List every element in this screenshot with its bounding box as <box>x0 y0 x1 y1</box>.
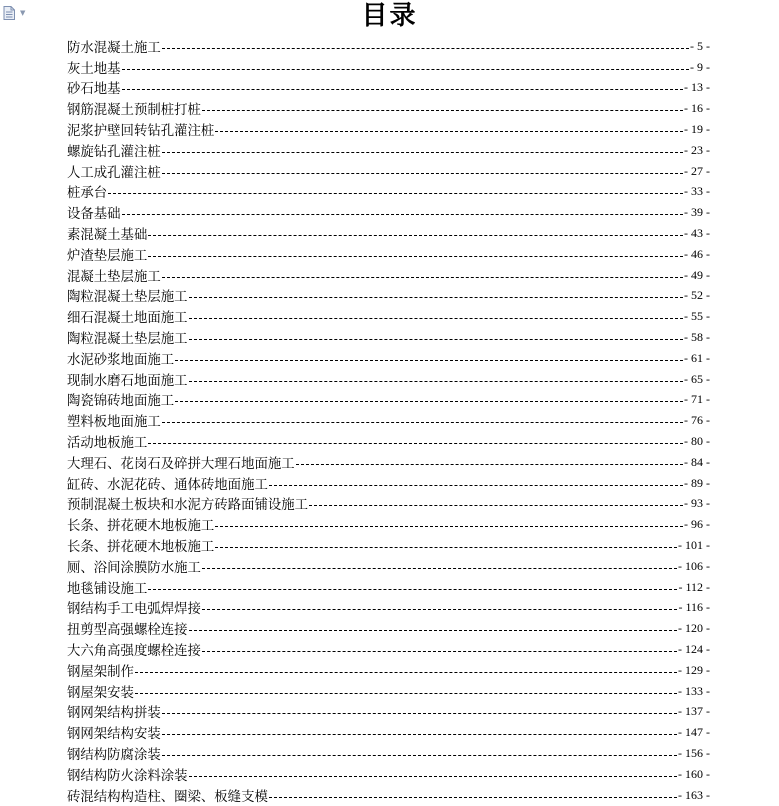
toc-leader-dots <box>269 485 683 486</box>
toc-leader-dots <box>202 609 678 610</box>
toc-entry[interactable] <box>67 369 710 390</box>
toc-leader-dots <box>148 443 683 444</box>
toc-entry[interactable] <box>67 494 710 515</box>
toc-entry-label[interactable]: 缸砖、水泥花砖、通体砖地面施工 <box>67 477 268 493</box>
toc-leader-dots <box>189 339 683 340</box>
toc-entry-page-number[interactable]: - 112 - <box>678 579 710 594</box>
toc-leader-dots <box>215 131 683 132</box>
toc-leader-dots <box>202 568 677 569</box>
toc-entry[interactable] <box>67 410 710 431</box>
toc-entry[interactable] <box>67 119 710 140</box>
toc-entry-label[interactable]: 陶粒混凝土垫层施工 <box>67 290 188 306</box>
toc-entry[interactable] <box>67 57 710 78</box>
toc-entry-label[interactable]: 桩承台 <box>67 186 108 202</box>
toc-entry-page-number[interactable]: - 19 - <box>684 122 710 137</box>
toc-leader-dots <box>202 651 677 652</box>
toc-leader-dots <box>135 672 677 673</box>
toc-leader-dots <box>215 547 677 548</box>
toc-entry-label[interactable]: 预制混凝土板块和水泥方砖路面铺设施工 <box>67 498 309 514</box>
toc-entry-page-number[interactable]: - 55 - <box>684 309 710 324</box>
toc-entry[interactable] <box>67 514 710 535</box>
toc-entry-page-number[interactable]: - 49 - <box>684 267 710 282</box>
toc-entry[interactable] <box>67 660 710 681</box>
toc-entry-label[interactable]: 防水混凝土施工 <box>67 40 161 56</box>
toc-entry-label[interactable]: 塑料板地面施工 <box>67 415 161 431</box>
toc-entry[interactable] <box>67 223 710 244</box>
toc-entry-label[interactable]: 大六角高强度螺栓连接 <box>67 644 201 659</box>
toc-entry[interactable] <box>67 286 710 307</box>
toc-entry[interactable] <box>67 161 710 182</box>
toc-list <box>67 36 710 805</box>
toc-entry[interactable] <box>67 244 710 265</box>
toc-entry-page-number[interactable]: - 106 - <box>678 558 710 573</box>
toc-entry-label[interactable]: 钢屋架制作 <box>67 664 134 680</box>
toc-leader-dots <box>135 693 677 694</box>
toc-entry-label[interactable]: 钢屋架安装 <box>67 685 134 701</box>
toc-entry-page-number[interactable]: - 65 - <box>684 371 710 386</box>
toc-entry[interactable] <box>67 785 710 806</box>
toc-entry-page-number[interactable]: - 71 - <box>684 392 710 407</box>
toc-entry-page-number[interactable]: - 5 - <box>690 38 710 53</box>
toc-leader-dots <box>162 422 683 423</box>
toc-entry[interactable] <box>67 78 710 99</box>
toc-entry-page-number[interactable]: - 13 - <box>684 80 710 95</box>
toc-entry-label[interactable]: 长条、拼花硬木地板施工 <box>67 540 215 556</box>
toc-entry-page-number[interactable]: - 160 - <box>678 766 710 781</box>
toc-entry[interactable] <box>67 202 710 223</box>
toc-leader-dots <box>162 277 683 278</box>
toc-entry[interactable] <box>67 764 710 785</box>
toc-entry-page-number[interactable]: - 163 - <box>678 787 710 802</box>
toc-entry-page-number[interactable]: - 16 - <box>684 101 710 116</box>
toc-entry-page-number[interactable]: - 137 - <box>678 704 710 719</box>
toc-entry[interactable] <box>67 265 710 286</box>
toc-leader-dots <box>148 589 677 590</box>
toc-entry-label[interactable]: 钢结构防火涂料涂装 <box>67 768 188 784</box>
toc-entry-page-number[interactable]: - 124 - <box>678 642 710 656</box>
toc-entry[interactable] <box>67 306 710 327</box>
toc-entry[interactable] <box>67 743 710 764</box>
toc-entry-label[interactable]: 螺旋钻孔灌注桩 <box>67 144 161 160</box>
toc-entry-page-number[interactable]: - 61 - <box>684 350 710 365</box>
toc-entry[interactable] <box>67 327 710 348</box>
toc-entry-page-number[interactable]: - 96 - <box>684 517 710 532</box>
toc-entry-label[interactable]: 钢结构手工电弧焊焊接 <box>67 602 201 618</box>
toc-leader-dots <box>189 776 677 777</box>
toc-entry-page-number[interactable]: - 129 - <box>678 662 710 677</box>
toc-entry-page-number[interactable]: - 93 - <box>684 496 710 511</box>
toc-leader-dots <box>148 256 683 257</box>
dropdown-arrow-icon[interactable]: ▼ <box>20 9 26 17</box>
toc-entry-page-number[interactable]: - 23 - <box>684 142 710 157</box>
toc-entry-label[interactable]: 钢结构防腐涂装 <box>67 747 161 763</box>
toc-entry-label[interactable]: 扭剪型高强螺栓连接 <box>67 623 188 639</box>
toc-leader-dots <box>108 193 683 194</box>
toc-entry[interactable] <box>67 556 710 577</box>
toc-leader-dots <box>162 152 683 153</box>
toc-entry-label[interactable]: 灰土地基 <box>67 61 121 77</box>
toc-entry-label[interactable]: 泥浆护壁回转钻孔灌注桩 <box>67 124 215 140</box>
toc-entry[interactable] <box>67 140 710 161</box>
toc-leader-dots <box>175 401 683 402</box>
toc-entry-label[interactable]: 水泥砂浆地面施工 <box>67 352 175 368</box>
toc-entry[interactable] <box>67 348 710 369</box>
toc-entry[interactable] <box>67 722 710 743</box>
toc-entry[interactable] <box>67 639 710 660</box>
toc-entry-label[interactable]: 砖混结构构造柱、圈梁、板缝支模 <box>67 789 268 805</box>
toc-leader-dots <box>202 110 683 111</box>
toc-entry[interactable] <box>67 431 710 452</box>
toc-entry-page-number[interactable]: - 101 - <box>678 538 710 553</box>
toc-entry-label[interactable]: 长条、拼花硬木地板施工 <box>67 519 215 535</box>
toc-entry-label[interactable]: 钢筋混凝土预制桩打桩 <box>67 103 201 119</box>
toc-entry-page-number[interactable]: - 84 - <box>684 454 710 469</box>
toc-leader-dots <box>122 214 683 215</box>
toc-entry-label[interactable]: 素混凝土基础 <box>67 228 148 244</box>
toc-entry[interactable] <box>67 36 710 57</box>
toc-leader-dots <box>189 630 677 631</box>
toc-entry-page-number[interactable]: - 147 - <box>678 725 710 740</box>
toc-entry-page-number[interactable]: - 116 - <box>678 600 710 615</box>
toc-entry-page-number[interactable]: - 39 - <box>684 205 710 220</box>
toc-entry-page-number[interactable]: - 52 - <box>684 288 710 303</box>
toc-leader-dots <box>162 713 677 714</box>
toc-entry-label[interactable]: 地毯铺设施工 <box>67 581 148 597</box>
toc-leader-dots <box>148 235 683 236</box>
toc-entry[interactable] <box>67 702 710 723</box>
toc-leader-dots <box>269 797 677 798</box>
toc-entry[interactable] <box>67 577 710 598</box>
toc-entry-label[interactable]: 大理石、花岗石及碎拼大理石地面施工 <box>67 456 295 472</box>
toc-entry-label[interactable]: 细石混凝土地面施工 <box>67 311 188 327</box>
toc-entry[interactable] <box>67 390 710 411</box>
toc-entry-page-number[interactable]: - 120 - <box>678 621 710 636</box>
toc-entry-label[interactable]: 钢网架结构安装 <box>67 727 161 743</box>
toc-entry-label[interactable]: 陶瓷锦砖地面施工 <box>67 394 175 410</box>
toc-entry[interactable] <box>67 598 710 619</box>
toc-entry-label[interactable]: 混凝土垫层施工 <box>67 269 161 285</box>
toc-entry[interactable] <box>67 452 710 473</box>
toc-entry-page-number[interactable]: - 43 - <box>684 226 710 241</box>
toc-entry[interactable] <box>67 681 710 702</box>
toc-entry-page-number[interactable]: - 27 - <box>684 163 710 178</box>
toc-entry-label[interactable]: 人工成孔灌注桩 <box>67 165 161 181</box>
toc-entry-label[interactable]: 钢网架结构拼装 <box>67 706 161 722</box>
toc-entry-label[interactable]: 设备基础 <box>67 207 121 223</box>
toc-leader-dots <box>189 318 683 319</box>
toc-entry-label[interactable]: 砂石地基 <box>67 82 121 98</box>
toc-entry-label[interactable]: 活动地板施工 <box>67 436 148 452</box>
toc-entry-label[interactable]: 现制水磨石地面施工 <box>67 373 188 389</box>
toc-leader-dots <box>296 464 683 465</box>
toc-leader-dots <box>189 381 683 382</box>
toc-entry-label[interactable]: 厕、浴间涂膜防水施工 <box>67 560 201 576</box>
toc-leader-dots <box>162 48 689 49</box>
toc-leader-dots <box>162 173 683 174</box>
toc-entry-page-number[interactable]: - 9 - <box>690 59 710 74</box>
toc-leader-dots <box>215 526 683 527</box>
toc-entry-label[interactable]: 陶粒混凝土垫层施工 <box>67 332 188 348</box>
toc-leader-dots <box>122 89 683 90</box>
toc-entry-page-number[interactable]: - 156 - <box>678 745 710 760</box>
toc-entry-page-number[interactable]: - 58 - <box>684 330 710 345</box>
toc-leader-dots <box>162 734 677 735</box>
toc-entry-page-number[interactable]: - 33 - <box>684 184 710 199</box>
toc-entry[interactable] <box>67 473 710 494</box>
toc-entry-page-number[interactable]: - 76 - <box>684 413 710 428</box>
toc-entry-page-number[interactable]: - 46 - <box>684 246 710 261</box>
toc-leader-dots <box>189 297 683 298</box>
toc-entry[interactable] <box>67 618 710 639</box>
toc-entry-page-number[interactable]: - 89 - <box>684 475 710 490</box>
toc-leader-dots <box>175 360 683 361</box>
toc-leader-dots <box>309 505 683 506</box>
toc-entry[interactable] <box>67 98 710 119</box>
toc-entry[interactable] <box>67 182 710 203</box>
toc-leader-dots <box>162 755 677 756</box>
toc-leader-dots <box>122 69 689 70</box>
toc-entry[interactable] <box>67 535 710 556</box>
toc-entry-label[interactable]: 炉渣垫层施工 <box>67 248 148 264</box>
toc-title: 目录 <box>361 1 418 31</box>
toc-entry-page-number[interactable]: - 80 - <box>684 434 710 449</box>
toc-entry-page-number[interactable]: - 133 - <box>678 683 710 698</box>
